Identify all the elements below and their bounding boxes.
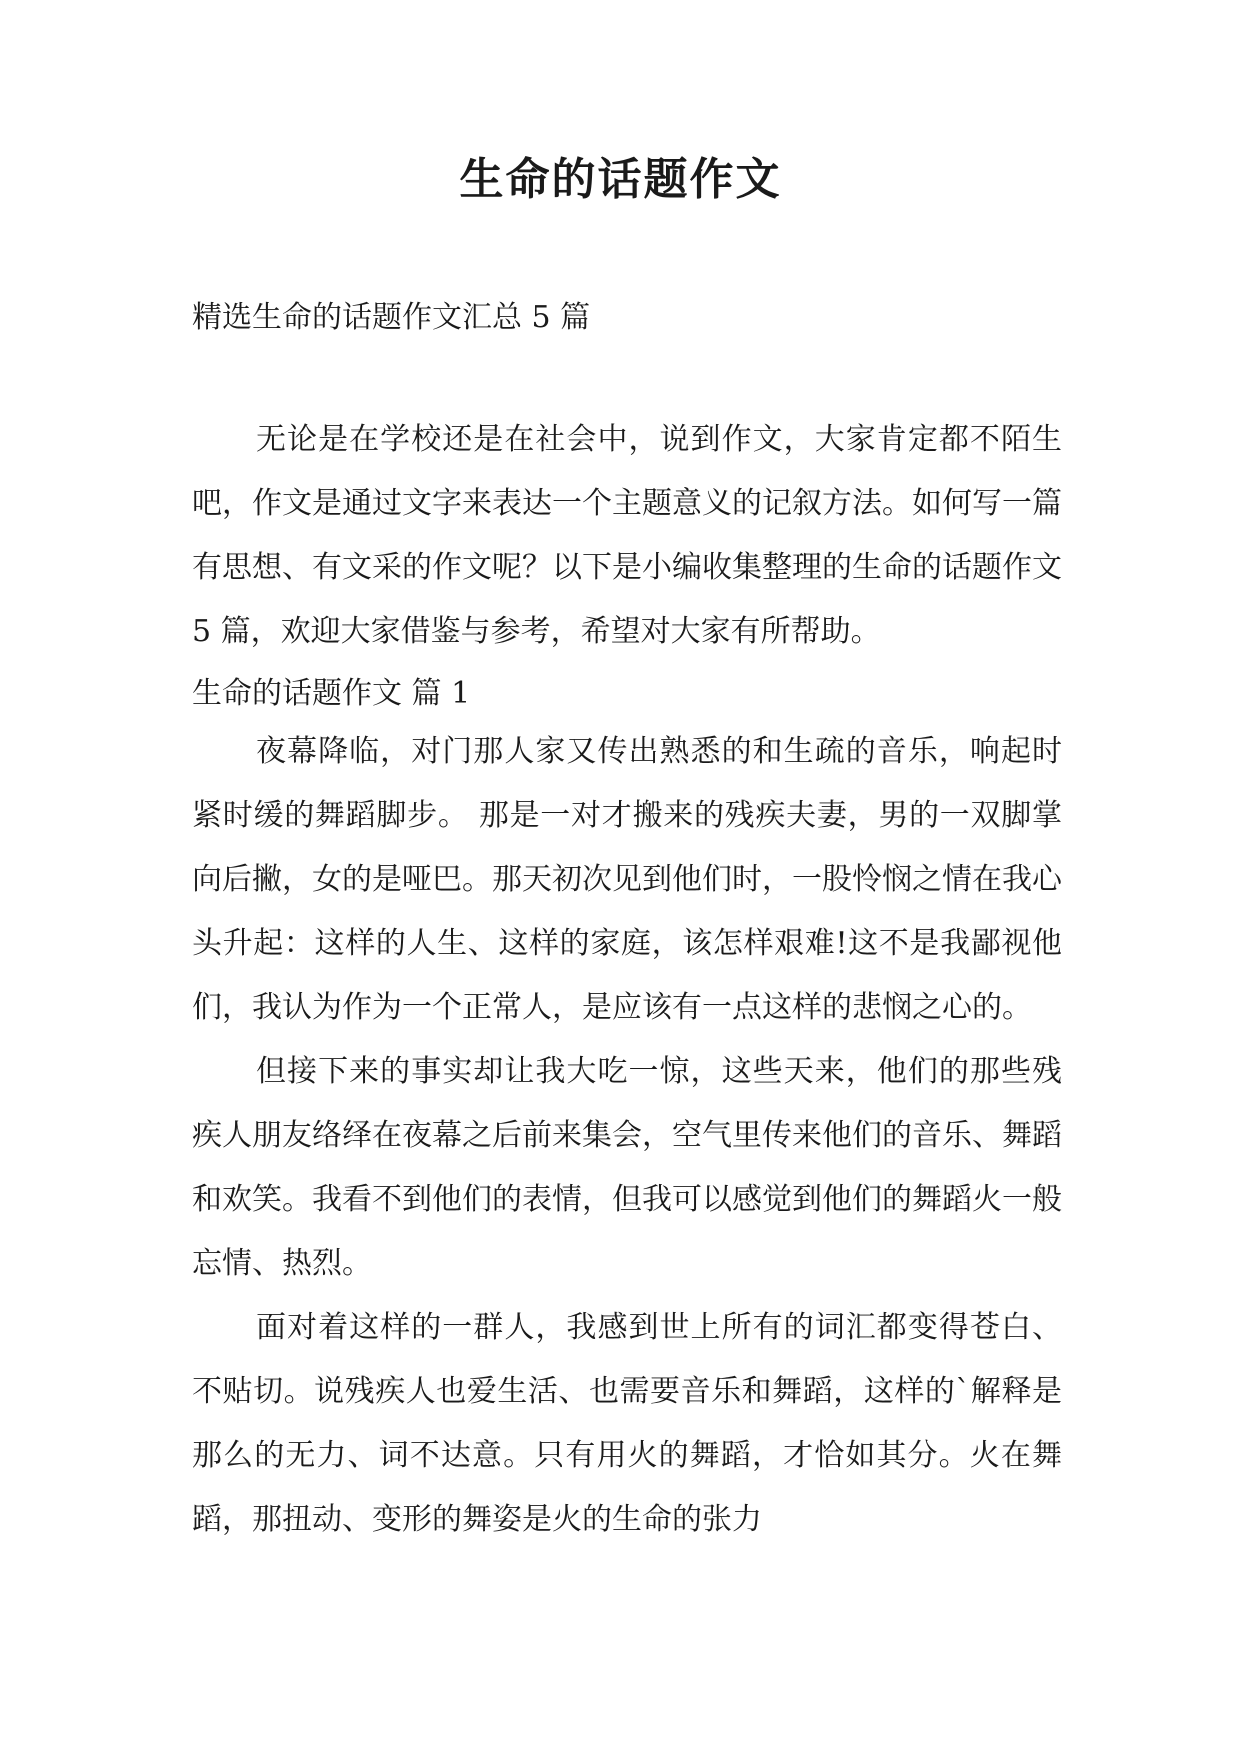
body-paragraph: 但接下来的事实却让我大吃一惊，这些天来，他们的那些残疾人朋友络绎在夜幕之后前来集会，空气里传来他们的音乐、舞蹈和欢笑。我看不到他们的表情，但我可以感觉到他们的舞蹈火一般忘情、热烈。 <box>192 1054 1062 1281</box>
section-heading: 生命的话题作文 篇 1 <box>192 676 471 711</box>
body-paragraph: 夜幕降临，对门那人家又传出熟悉的和生疏的音乐，响起时紧时缓的舞蹈脚步。 那是一对才搬来的残疾夫妻，男的一双脚掌向后撇，女的是哑巴。那天初次见到他们时，一股怜悯之情在我心头升起：这样的人生、这样的家庭，该怎样艰难!这不是我鄙视他们，我认为作为一个正常人，是应该有一点这样的悲悯之心的。 <box>192 734 1062 1025</box>
document-title: 生命的话题作文 <box>459 154 782 205</box>
body-paragraph: 面对着这样的一群人，我感到世上所有的词汇都变得苍白、不贴切。说残疾人也爱生活、也需要音乐和舞蹈，这样的`解释是那么的无力、词不达意。只有用火的舞蹈，才恰如其分。火在舞蹈，那扭动、变形的舞姿是火的生命的张力 <box>192 1310 1062 1537</box>
intro-paragraph: 无论是在学校还是在社会中，说到作文，大家肯定都不陌生吧，作文是通过文字来表达一个主题意义的记叙方法。如何写一篇有思想、有文采的作文呢？以下是小编收集整理的生命的话题作文 5 篇，欢迎大家借鉴与参考，希望对大家有所帮助。 <box>192 422 1062 649</box>
document-body <box>192 408 1062 1552</box>
document-subtitle: 精选生命的话题作文汇总 5 篇 <box>192 300 591 335</box>
